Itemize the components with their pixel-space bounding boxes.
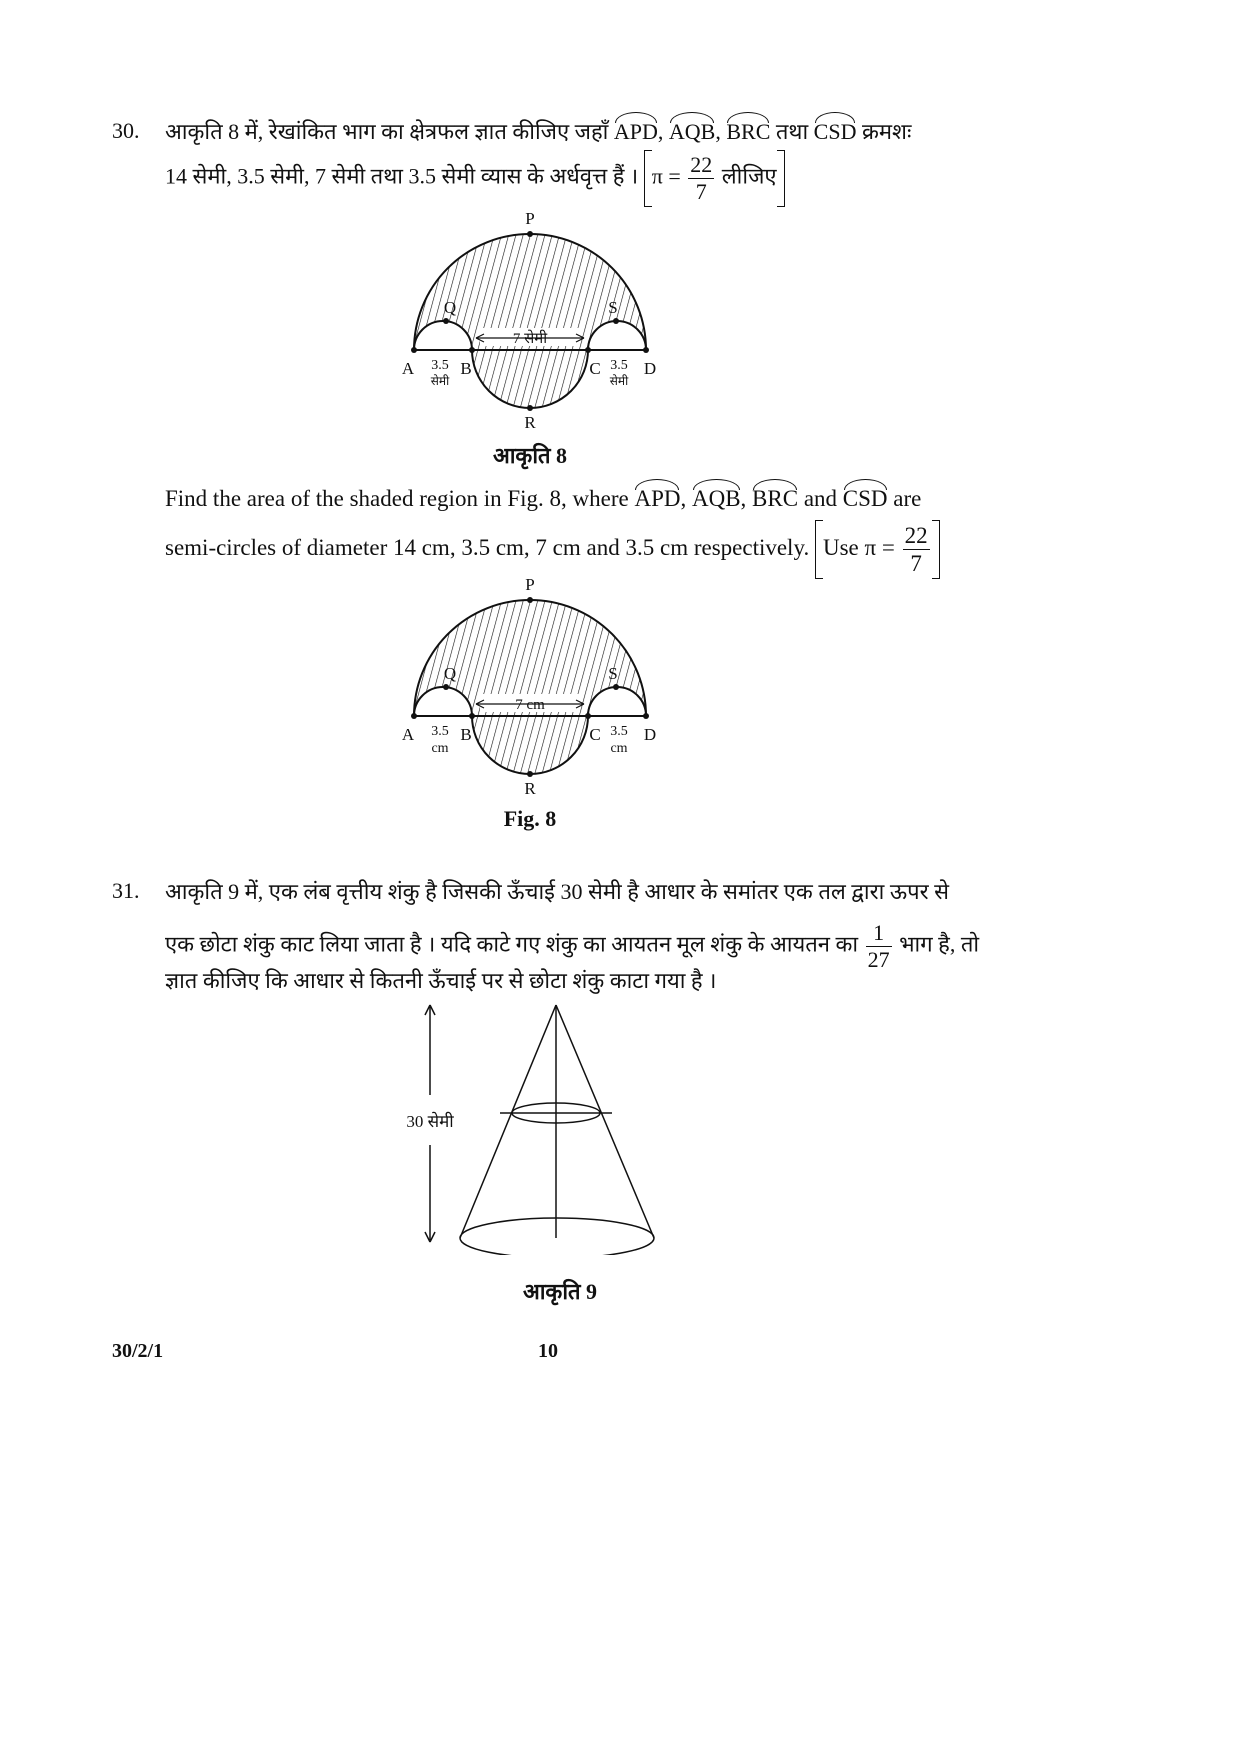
- label-s: S: [608, 664, 618, 683]
- arc-aqb-en: AQB: [691, 486, 741, 511]
- question-number-31: 31.: [112, 878, 140, 903]
- q30-hindi-line-2: [165, 150, 785, 207]
- label-a: A: [401, 725, 415, 744]
- pi-note-english: [815, 520, 940, 579]
- label-c: C: [589, 359, 601, 378]
- q30-english-text-2: semi-circles of diameter 14 cm, 3.5 cm, 7 cm and 3.5 cm respectively.: [165, 534, 810, 560]
- pi-equals: π =: [651, 163, 681, 189]
- label-b: B: [460, 725, 472, 744]
- comma: ,: [657, 119, 664, 144]
- q30-hindi-text-1: आकृति 8 में, रेखांकित भाग का क्षेत्रफल ज्ञात कीजिए जहाँ: [165, 119, 609, 144]
- q30-hindi-text-2: 14 सेमी, 3.5 सेमी, 7 सेमी तथा 3.5 सेमी व्यास के अर्धवृत्त हैं ।: [165, 163, 639, 189]
- left-unit: सेमी: [430, 374, 450, 388]
- comma: ,: [715, 119, 721, 144]
- comma: ,: [680, 486, 687, 511]
- cone-left-edge: [460, 1005, 556, 1238]
- q31-hindi-text-2a: एक छोटा शंकु काट लिया जाता है । यदि काटे गए शंकु का आयतन मूल शंकु के आयतन का: [165, 931, 859, 957]
- label-r: R: [524, 413, 536, 432]
- q31-hindi-line-3: ज्ञात कीजिए कि आधार से कितनी ऊँचाई पर से छोटा शंकु काटा गया है ।: [165, 968, 717, 993]
- arc-brc: BRC: [726, 119, 771, 144]
- page-number: 10: [538, 1340, 558, 1362]
- fig-mid-label: 7 सेमी: [512, 331, 548, 347]
- pi-fraction-en: [903, 524, 930, 575]
- q30-english-line-1: [165, 486, 921, 512]
- comma: ,: [740, 486, 747, 511]
- label-r: R: [524, 779, 536, 798]
- q31-hindi-line-1: आकृति 9 में, एक लंब वृत्तीय शंकु है जिसकी ऊँचाई 30 सेमी है आधार के समांतर एक तल द्वारा ऊपर से: [165, 879, 949, 904]
- q30-english-and: and: [803, 486, 838, 511]
- figure-8-hindi-caption: आकृति 8: [492, 443, 568, 468]
- arc-apd-en: APD: [634, 486, 681, 511]
- paper-code: 30/2/1: [112, 1340, 164, 1362]
- use-pi: Use π =: [822, 534, 895, 560]
- label-q: Q: [443, 298, 457, 317]
- left-length: 3.5: [431, 358, 449, 373]
- arc-csd: CSD: [813, 119, 857, 144]
- q30-hindi-tatha: तथा: [775, 119, 809, 144]
- left-length: 3.5: [431, 724, 449, 739]
- left-unit: cm: [431, 741, 449, 756]
- q30-english-text-1: Find the area of the shaded region in Fig. 8, where: [165, 486, 629, 511]
- label-a: A: [401, 359, 415, 378]
- q30-english-are: are: [893, 486, 922, 511]
- q31-hindi-line-2: [165, 922, 979, 971]
- question-number-30: 30.: [112, 118, 140, 143]
- q30-hindi-line-1: [165, 116, 911, 146]
- pi-numerator-en: 22: [904, 523, 928, 548]
- pi-numerator: 22: [690, 152, 713, 177]
- label-p: P: [525, 209, 535, 228]
- figure-8-english: [380, 566, 680, 806]
- fraction-denominator: 27: [867, 947, 890, 972]
- q30-hindi-kramash: क्रमशः: [861, 119, 912, 144]
- right-length: 3.5: [610, 358, 628, 373]
- pi-denominator: 7: [695, 179, 707, 204]
- label-p: P: [525, 575, 535, 594]
- label-q: Q: [443, 664, 457, 683]
- arc-csd-en: CSD: [842, 486, 888, 511]
- cone-base: [460, 1218, 654, 1255]
- arc-brc-en: BRC: [752, 486, 799, 511]
- figure-8-english-caption: Fig. 8: [503, 806, 557, 831]
- height-label: 30 सेमी: [406, 1112, 454, 1131]
- fraction-numerator: 1: [866, 922, 892, 947]
- pi-note-hindi: [644, 150, 785, 207]
- right-unit: cm: [610, 741, 628, 756]
- figure-8-hindi: [380, 200, 680, 440]
- label-s: S: [608, 298, 618, 317]
- right-unit: सेमी: [609, 374, 629, 388]
- figure-9-caption: आकृति 9: [522, 1279, 598, 1304]
- pi-denominator-en: 7: [910, 551, 922, 576]
- fig-mid-label: 7 cm: [515, 697, 545, 713]
- figure-9-cone: [390, 995, 690, 1255]
- pi-lijiye: लीजिए: [721, 163, 777, 189]
- label-d: D: [643, 359, 657, 378]
- q31-hindi-text-2b: भाग है, तो: [899, 931, 980, 957]
- label-b: B: [460, 359, 472, 378]
- pi-fraction: [688, 154, 714, 203]
- label-c: C: [589, 725, 601, 744]
- arc-aqb: AQB: [668, 119, 716, 144]
- arc-apd: APD: [613, 119, 658, 144]
- right-length: 3.5: [610, 724, 628, 739]
- label-d: D: [643, 725, 657, 744]
- cone-right-edge: [556, 1005, 654, 1238]
- volume-fraction: [866, 922, 892, 971]
